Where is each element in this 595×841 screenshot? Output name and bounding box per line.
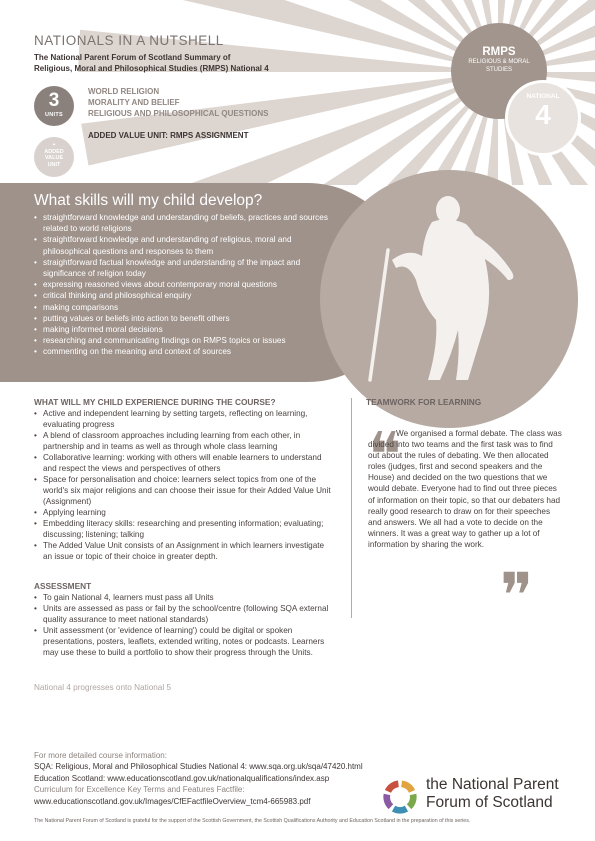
subject-line: STUDIES	[485, 67, 512, 73]
logo-line: the National Parent	[426, 776, 559, 793]
added-value-plus: +	[52, 142, 56, 148]
experience-item: • Applying learning	[34, 507, 334, 518]
npfs-logo-icon	[381, 778, 419, 816]
subtitle-line: Religious, Moral and Philosophical Studies (RMPS) National 4	[34, 64, 269, 73]
assessment-item: • To gain National 4, learners must pass all Units	[34, 592, 334, 603]
added-value-unit-title: ADDED VALUE UNIT: RMPS ASSIGNMENT	[88, 131, 249, 140]
experience-item: • Collaborative learning: working with others will enable learners to understand and respect the views and perspectives of others	[34, 452, 334, 474]
logo-ring-segment	[402, 784, 412, 792]
skill-item: • making informed moral decisions	[34, 324, 334, 335]
experience-item: • Embedding literacy skills: researching and presenting information; evaluating; discussing; listening; talking	[34, 518, 334, 540]
footer-acknowledgement: The National Parent Forum of Scotland is grateful for the support of the Scottish Government, the Scottish Qualifications Authority and Education Scotland in the preparation of this series.	[34, 818, 471, 824]
skill-item: • expressing reasoned views about contemporary moral questions	[34, 279, 334, 290]
assessment-item: • Unit assessment (or 'evidence of learning') could be digital or spoken presentations, posters, leaflets, extended writing, notes or podcasts. Learners may use these to build a portfolio to show their progress through the Units.	[34, 625, 334, 658]
added-value-badge	[34, 137, 74, 177]
skill-item: • making comparisons	[34, 302, 334, 313]
level-badge	[505, 80, 581, 156]
added-value-word: UNIT	[47, 161, 61, 168]
subtitle-line: The National Parent Forum of Scotland Summary of	[34, 53, 231, 62]
logo-ring-segment	[387, 794, 391, 806]
quote-text: We organised a formal debate. The class was divided into two teams and the first task was to find out about the rules of debating. We then allocated roles (judges, first and second speakers and the House) and decided on the two questions that we would debate. Everyone had to find out three pieces of information on their topic, so that our debaters had really good research to draw on for their speeches and answers. We all had a vote to decide on the winners. It was a great way to gather up a lot of information by sharing the work.	[368, 429, 562, 549]
skill-item: • commenting on the meaning and context of sources	[34, 346, 334, 357]
npfs-logo-text	[426, 776, 559, 812]
cfe-intro: Curriculum for Excellence Key Terms and Features Factfile:	[34, 785, 245, 795]
cfe-factfile-link[interactable]: www.educationscotland.gov.uk/Images/CfEFactfileOverview_tcm4-665983.pdf	[34, 796, 311, 806]
course-links	[34, 750, 394, 807]
logo-ring-segment	[409, 794, 413, 806]
units-label: UNITS	[45, 112, 63, 118]
close-quote-icon: ❞	[500, 559, 534, 632]
subject-title: RMPS	[482, 46, 516, 58]
page-subtitle	[34, 52, 324, 74]
skill-item: • straightforward knowledge and understanding of religious, moral and philosophical questions and responses to them	[34, 234, 334, 256]
teamwork-quote	[368, 428, 564, 550]
experience-heading: WHAT WILL MY CHILD EXPERIENCE DURING THE COURSE?	[34, 397, 276, 407]
education-scotland-link[interactable]: Education Scotland: www.educationscotland.gov.uk/nationalqualifications/index.asp	[34, 773, 330, 783]
logo-ring-segment	[388, 784, 398, 792]
skills-list	[34, 212, 334, 358]
assessment-heading: ASSESSMENT	[34, 581, 92, 591]
level-number: 4	[535, 99, 551, 130]
unit-name: RELIGIOUS AND PHILOSOPHICAL QUESTIONS	[88, 109, 269, 118]
page-title: NATIONALS IN A NUTSHELL	[34, 33, 224, 48]
experience-item: • Space for personalisation and choice: learners select topics from one of the world's six major religions and can choose their issue for their Added Value Unit (Assignment)	[34, 474, 334, 507]
added-value-word: ADDED	[44, 148, 64, 155]
logo-ring-segment	[394, 809, 407, 811]
assessment-list	[34, 592, 334, 658]
units-list	[88, 86, 268, 119]
skill-item: • straightforward factual knowledge and understanding of the impact and significance of religion today	[34, 257, 334, 279]
links-intro: For more detailed course information:	[34, 751, 167, 760]
logo-line: Forum of Scotland	[426, 794, 553, 811]
sqa-link[interactable]: SQA: Religious, Moral and Philosophical Studies National 4: www.sqa.org.uk/sqa/47420.html	[34, 762, 363, 772]
skill-item: • critical thinking and philosophical enquiry	[34, 290, 334, 301]
skill-item: • researching and communicating findings on RMPS topics or issues	[34, 335, 334, 346]
level-label: NATIONAL	[526, 93, 560, 100]
added-value-word: VALUE	[44, 155, 64, 161]
open-quote-icon: ❝	[368, 418, 402, 491]
experience-item: • A blend of classroom approaches including learning from each other, in partnership and in teams as well as through whole class learning	[34, 430, 334, 452]
subject-line: RELIGIOUS & MORAL	[468, 59, 530, 65]
units-badge	[34, 86, 74, 126]
skill-item: • putting values or beliefs into action to benefit others	[34, 313, 334, 324]
assessment-item: • Units are assessed as pass or fail by the school/centre (following SQA external quality assurance to meet national standards)	[34, 603, 334, 625]
teamwork-heading: TEAMWORK FOR LEARNING	[366, 397, 482, 407]
units-count: 3	[48, 90, 60, 111]
skill-item: • straightforward knowledge and understanding of beliefs, practices and sources related to world religions	[34, 212, 334, 234]
experience-item: • The Added Value Unit consists of an Assignment in which learners investigate an issue or topic of their choice in greater depth.	[34, 540, 334, 562]
progression-note: National 4 progresses onto National 5	[34, 683, 171, 692]
experience-item: • Active and independent learning by setting targets, reflecting on learning, evaluating progress	[34, 408, 334, 430]
walker-with-staff-silhouette	[362, 184, 542, 384]
experience-list	[34, 408, 334, 562]
unit-name: WORLD RELIGION	[88, 87, 160, 96]
skills-heading: What skills will my child develop?	[34, 192, 263, 209]
column-divider	[351, 398, 352, 618]
unit-name: MORALITY AND BELIEF	[88, 98, 180, 107]
